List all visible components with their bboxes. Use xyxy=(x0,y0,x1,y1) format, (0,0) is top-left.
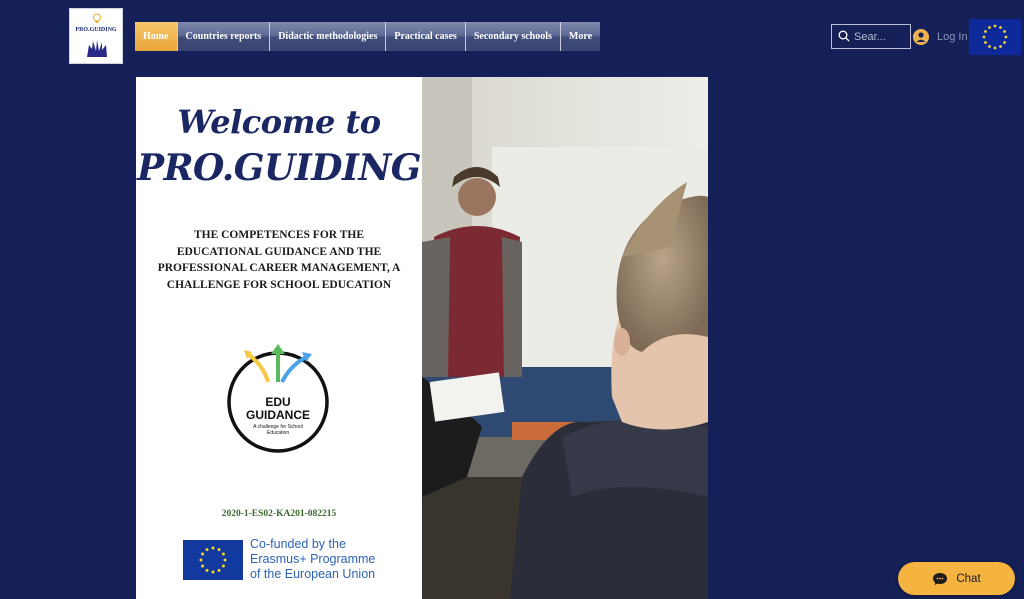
edu-tagline: A challenge for School xyxy=(253,424,303,430)
welcome-line-2: PRO.GUIDING xyxy=(137,147,421,189)
hero-subtitle xyxy=(150,227,408,293)
eu-flag-icon xyxy=(969,19,1021,55)
eu-stars xyxy=(183,540,243,580)
welcome-line-1: Welcome to xyxy=(177,103,381,141)
cofunded-line: Co-funded by the xyxy=(250,537,346,551)
nav-secondary-schools[interactable]: Secondary schools xyxy=(466,22,561,51)
nav-countries-reports[interactable]: Countries reports xyxy=(178,22,271,51)
subtitle-line: PROFESSIONAL CAREER MANAGEMENT, A xyxy=(157,262,401,274)
cofunded-text xyxy=(250,537,375,582)
chat-bubble-icon xyxy=(932,572,948,586)
login-button[interactable] xyxy=(913,28,968,46)
chat-button[interactable] xyxy=(898,562,1015,595)
guidance-label: GUIDANCE xyxy=(245,408,310,422)
edu-label: EDU xyxy=(265,395,291,409)
edu-logo-text xyxy=(224,396,332,436)
edu-tagline-2: Education xyxy=(266,430,290,436)
chat-label: Chat xyxy=(956,572,981,585)
logo-hands-icon xyxy=(84,37,110,59)
hero-banner xyxy=(136,77,708,599)
nav-practical-cases[interactable]: Practical cases xyxy=(386,22,465,51)
nav-more[interactable]: More xyxy=(568,31,593,42)
nav-home[interactable]: Home xyxy=(135,22,178,51)
eu-flag-icon xyxy=(183,540,243,580)
user-avatar-icon xyxy=(913,29,929,45)
cofunded-line: Erasmus+ Programme xyxy=(250,552,376,566)
project-code: 2020-1-ES02-KA201-082215 xyxy=(221,509,337,519)
main-nav xyxy=(135,22,600,51)
logo-bulb-icon xyxy=(92,13,102,25)
search-icon xyxy=(838,30,850,42)
edu-guidance-logo xyxy=(224,342,334,462)
site-logo[interactable] xyxy=(69,8,123,64)
welcome-heading xyxy=(136,99,422,191)
eu-stars xyxy=(969,19,1021,55)
search-input[interactable] xyxy=(854,28,908,45)
cofunded-line: of the European Union xyxy=(250,567,376,581)
subtitle-line: THE COMPETENCES FOR THE xyxy=(193,229,365,241)
logo-text: PRO.GUIDING xyxy=(75,27,117,33)
subtitle-line: EDUCATIONAL GUIDANCE AND THE xyxy=(176,245,382,258)
classroom-photo xyxy=(422,77,708,599)
login-label: Log In xyxy=(937,31,968,43)
search-box[interactable] xyxy=(831,24,911,49)
subtitle-line: CHALLENGE FOR SCHOOL EDUCATION xyxy=(166,278,392,291)
hero-text-panel xyxy=(136,77,422,599)
nav-didactic-methodologies[interactable]: Didactic methodologies xyxy=(270,22,386,51)
